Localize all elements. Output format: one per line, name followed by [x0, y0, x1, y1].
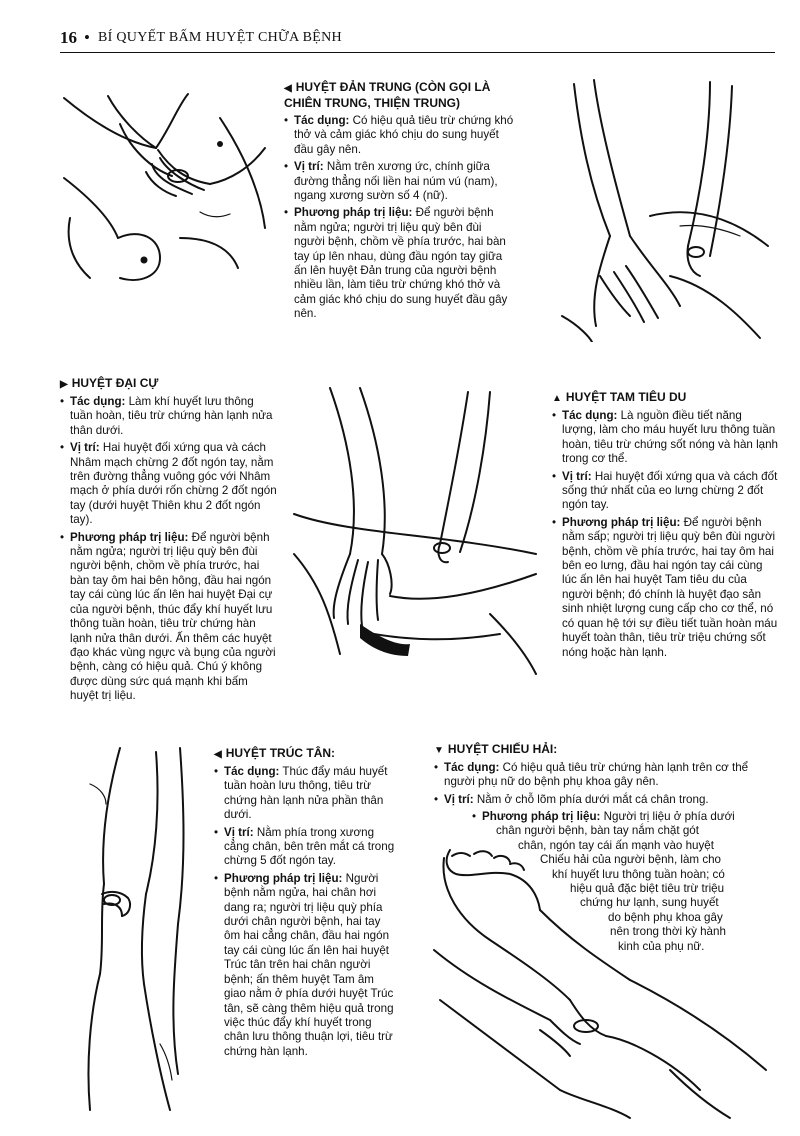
section-truc-tan — [214, 746, 398, 1062]
page-header — [60, 28, 775, 53]
page-number: 16 — [60, 28, 77, 47]
list-item: • Tác dụng: Thúc đẩy máu huyết tuần hoàn lưu thông, tiêu trừ chứng hàn lạnh nửa phần thân dưới. — [214, 765, 398, 823]
list-item: • Phương pháp trị liệu: Để người bệnh nằm sấp; người trị liệu quỳ bên đùi người bệnh, chồm về phía trước, hai tay ôm hai bên eo lưng, đầu hai ngón tay cái cùng lúc ấn lên hai huyệt Tam tiêu du của người bệnh; đó chính là huyệt đạo sản sinh nhiệt lượng cung cấp cho cơ thể, nó có quan hệ tới sự điều tiết tuần hoàn máu huyết toàn thân, tiêu trừ triệu chứng sốt nóng hoặc hàn lạnh. — [552, 516, 778, 660]
list-item: • Phương pháp trị liệu: Người trị liệu ở phía dưới — [472, 810, 735, 823]
list-item: • Vị trí: Nằm phía trong xương cẳng chân, bên trên mắt cá trong chừng 5 đốt ngón tay. — [214, 826, 398, 869]
running-title: BÍ QUYẾT BẤM HUYỆT CHỮA BỆNH — [98, 30, 342, 45]
list-item: • Phương pháp trị liệu: Để người bệnh nằm ngửa; người trị liệu quỳ bên đùi người bệnh, chồm về phía trước, hai bàn tay ôm hai bên hông, đầu hai ngón tay cái cùng lúc ấn lên hai huyệt Đại cự của người bệnh, thúc đẩy khí huyết lưu thông tuần hoàn, tiêu trừ chứng hàn lạnh nửa thân dưới. Ấn thêm các huyệt đạo khác vùng ngực và bụng của người bệnh, càng có hiệu quả. Chú ý không được dùng sức quá mạnh khi bấm huyệt trị liệu. — [60, 531, 278, 704]
triangle-left-icon: ◀ — [214, 749, 222, 760]
list-item: • Tác dụng: Có hiệu quả tiêu trừ chứng khó thở và cảm giác khó chịu do sung huyết đầu gây nên. — [284, 114, 514, 157]
list-item: • Vị trí: Hai huyệt đối xứng qua và cách Nhâm mạch chừng 2 đốt ngón tay, nằm trên đường thẳng vuông góc với Nhâm mạch ở phía dưới rốn chừng 2 đốt ngón tay (dưới huyệt Thiên khu 2 đốt ngón tay). — [60, 441, 278, 527]
triangle-down-icon: ▼ — [434, 745, 444, 756]
method-line: chân, ngón tay cái ấn mạnh vào huyệt — [518, 838, 714, 852]
method-line: do bệnh phụ khoa gây — [608, 910, 723, 924]
section-dai-cu — [60, 376, 278, 707]
title-line-1: HUYỆT ĐẢN TRUNG (CÒN GỌI LÀ — [295, 80, 491, 94]
list-item: • Phương pháp trị liệu: Người bệnh nằm ngửa, hai chân hơi dang ra; người trị liệu quỳ phía dưới chân người bệnh, hai tay ôm hai cẳng chân, đầu hai ngón tay cái cùng lúc ấn lên hai huyệt Trúc tân trên hai chân người bệnh; ấn thêm huyệt Tam âm giao nằm ở phía dưới huyệt Trúc tân, sẽ càng thêm hiệu quả trong việc thúc đẩy khí huyết trong chân lưu thông thuận lợi, tiêu trừ chứng hàn lạnh. — [214, 872, 398, 1059]
list-item: • Phương pháp trị liệu: Để người bệnh nằm ngửa; người trị liệu quỳ bên đùi người bệnh, chồm về phía trước, hai bàn tay úp lên nhau, dùng đầu ngón tay giữa ấn lên huyệt Đản trung của người bệnh nhiều lần, làm tiêu trừ chứng khó thở và cảm giác khó chịu do sung huyết đầu gây nên. — [284, 206, 514, 321]
triangle-left-icon: ◀ — [284, 83, 292, 94]
section-title — [284, 80, 514, 111]
triangle-right-icon: ▶ — [60, 379, 68, 390]
list-item: • Vị trí: Hai huyệt đối xứng qua và cách đốt sống thứ nhất của eo lưng chừng 2 đốt ngón tay. — [552, 470, 778, 513]
list-item: • Tác dụng: Là nguồn điều tiết năng lượng, làm cho máu huyết lưu thông tuần hoàn, tiêu trừ chứng sốt nóng và hàn lạnh trong cơ thể. — [552, 409, 778, 467]
method-line: hiệu quả đặc biệt tiêu trừ triệu — [570, 882, 725, 896]
illustration-abdomen-massage — [290, 384, 538, 676]
section-title: ▼ HUYỆT CHIẾU HẢI: — [434, 742, 558, 756]
illustration-chest-massage — [60, 88, 268, 284]
section-chieu-hai — [434, 742, 780, 810]
illustration-back-massage — [560, 76, 772, 342]
list-item: • Vị trí: Nằm ở chỗ lõm phía dưới mắt cá chân trong. — [434, 793, 780, 807]
list-item: • Vị trí: Nằm trên xương ức, chính giữa đường thẳng nối liền hai núm vú (nam), ngang xương sườn số 4 (nữ). — [284, 160, 514, 203]
method-line: kinh của phụ nữ. — [618, 939, 705, 953]
method-line: chân người bệnh, bàn tay nắm chặt gót — [496, 824, 699, 838]
illustration-foot-massage — [430, 830, 770, 1120]
method-line: chứng hư lạnh, sung huyết — [580, 896, 719, 910]
method-line: Chiếu hải của người bệnh, làm cho — [540, 853, 722, 867]
list-item: • Tác dụng: Có hiệu quả tiêu trừ chứng hàn lạnh trên cơ thể người phụ nữ do bệnh phụ khoa gây nên. — [434, 761, 780, 790]
section-tam-tieu-du — [552, 390, 778, 663]
illustration-leg-massage — [60, 744, 210, 1114]
section-title: ▲ HUYỆT TAM TIÊU DU — [552, 390, 687, 404]
method-line: khí huyết lưu thông tuần hoàn; có — [552, 867, 725, 881]
header-bullet: • — [84, 28, 90, 47]
list-item: • Tác dụng: Làm khí huyết lưu thông tuần hoàn, tiêu trừ chứng hàn lạnh nửa thân dưới. — [60, 395, 278, 438]
section-title: ▶ HUYỆT ĐẠI CỰ — [60, 376, 159, 390]
section-dan-trung — [284, 80, 514, 325]
method-line: nên trong thời kỳ hành — [610, 925, 726, 939]
title-line-2: CHIÊN TRUNG, THIỆN TRUNG) — [284, 96, 460, 110]
section-title: ◀ HUYỆT TRÚC TÂN: — [214, 746, 336, 760]
triangle-up-icon: ▲ — [552, 393, 562, 404]
